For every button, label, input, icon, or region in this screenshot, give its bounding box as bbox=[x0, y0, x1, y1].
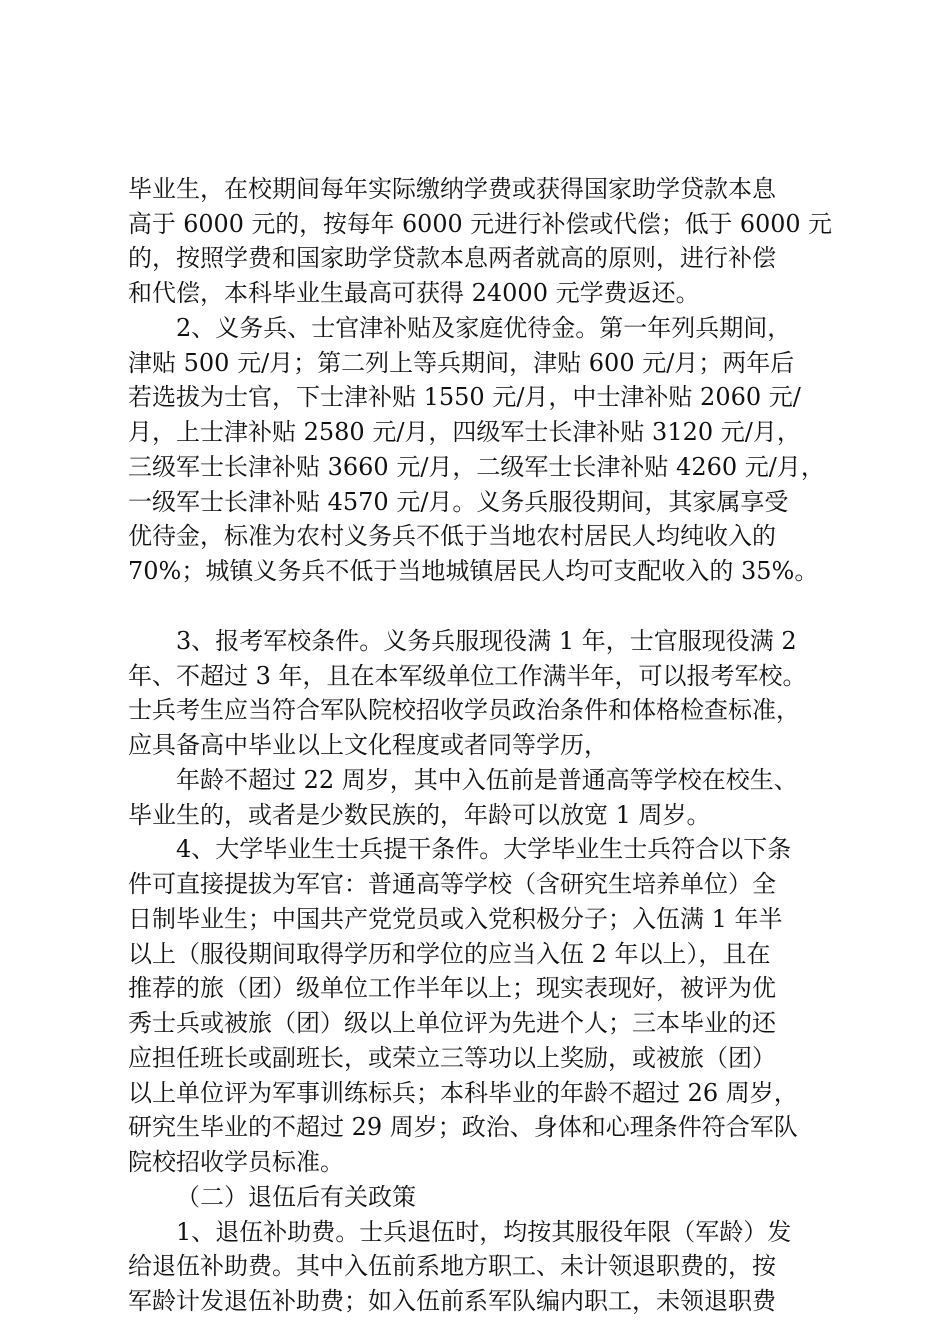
text-line: 三级军士长津补贴 3660 元/月，二级军士长津补贴 4260 元/月， bbox=[128, 453, 825, 481]
text-line: 年、不超过 3 年，且在本军级单位工作满半年，可以报考军校。 bbox=[128, 662, 807, 690]
text-line: 若选拔为士官，下士津补贴 1550 元/月，中士津补贴 2060 元/ bbox=[128, 383, 801, 411]
text-line: 日制毕业生；中国共产党党员或入党积极分子；入伍满 1 年半 bbox=[128, 905, 783, 933]
text-line: 优待金，标准为农村义务兵不低于当地农村居民人均纯收入的 bbox=[128, 522, 776, 550]
text-line: 推荐的旅（团）级单位工作半年以上；现实表现好，被评为优 bbox=[128, 974, 776, 1002]
text-line: 给退伍补助费。其中入伍前系地方职工、未计领退职费的，按 bbox=[128, 1252, 776, 1280]
text-line: 和代偿，本科毕业生最高可获得 24000 元学费返还。 bbox=[128, 279, 700, 307]
section-heading: （二）退伍后有关政策 bbox=[176, 1183, 416, 1211]
text-line: 70%；城镇义务兵不低于当地城镇居民人均可支配收入的 35%。 bbox=[128, 557, 819, 585]
text-line: 院校招收学员标准。 bbox=[128, 1148, 344, 1176]
text-line: 一级军士长津补贴 4570 元/月。义务兵服役期间，其家属享受 bbox=[128, 488, 789, 516]
text-line: 研究生毕业的不超过 29 周岁；政治、身体和心理条件符合军队 bbox=[128, 1113, 798, 1141]
text-line: 士兵考生应当符合军队院校招收学员政治条件和体格检查标准， bbox=[128, 696, 800, 724]
text-line: 件可直接提拔为军官：普通高等学校（含研究生培养单位）全 bbox=[128, 870, 776, 898]
text-line: 军龄计发退伍补助费；如入伍前系军队编内职工，未领退职费 bbox=[128, 1287, 776, 1315]
text-line: 秀士兵或被旅（团）级以上单位评为先进个人；三本毕业的还 bbox=[128, 1009, 776, 1037]
text-line: 津贴 500 元/月；第二列上等兵期间，津贴 600 元/月；两年后 bbox=[128, 349, 795, 377]
text-line: 应具备高中毕业以上文化程度或者同等学历， bbox=[128, 731, 608, 759]
paragraph-3-first-line: 3、报考军校条件。义务兵服现役满 1 年，士官服现役满 2 bbox=[176, 627, 797, 655]
text-line: 高于 6000 元的，按每年 6000 元进行补偿或代偿；低于 6000 元 bbox=[128, 210, 832, 238]
text-line: 月，上士津补贴 2580 元/月，四级军士长津补贴 3120 元/月， bbox=[128, 418, 801, 446]
text-line: 以上单位评为军事训练标兵；本科毕业的年龄不超过 26 周岁， bbox=[128, 1079, 798, 1107]
text-line: 年龄不超过 22 周岁，其中入伍前是普通高等学校在校生、 bbox=[176, 766, 798, 794]
text-line: 毕业生的，或者是少数民族的，年龄可以放宽 1 周岁。 bbox=[128, 801, 711, 829]
text-line: 应担任班长或副班长，或荣立三等功以上奖励，或被旅（团） bbox=[128, 1044, 776, 1072]
text-line: 毕业生，在校期间每年实际缴纳学费或获得国家助学贷款本息 bbox=[128, 175, 776, 203]
paragraph-5-first-line: 1、退伍补助费。士兵退伍时，均按其服役年限（军龄）发 bbox=[176, 1218, 792, 1246]
text-line: 以上（服役期间取得学历和学位的应当入伍 2 年以上），且在 bbox=[128, 940, 771, 968]
paragraph-2-first-line: 2、义务兵、士官津补贴及家庭优待金。第一年列兵期间， bbox=[176, 314, 792, 342]
text-line: 的，按照学费和国家助学贷款本息两者就高的原则，进行补偿 bbox=[128, 244, 776, 272]
paragraph-4-first-line: 4、大学毕业生士兵提干条件。大学毕业生士兵符合以下条 bbox=[176, 835, 792, 863]
